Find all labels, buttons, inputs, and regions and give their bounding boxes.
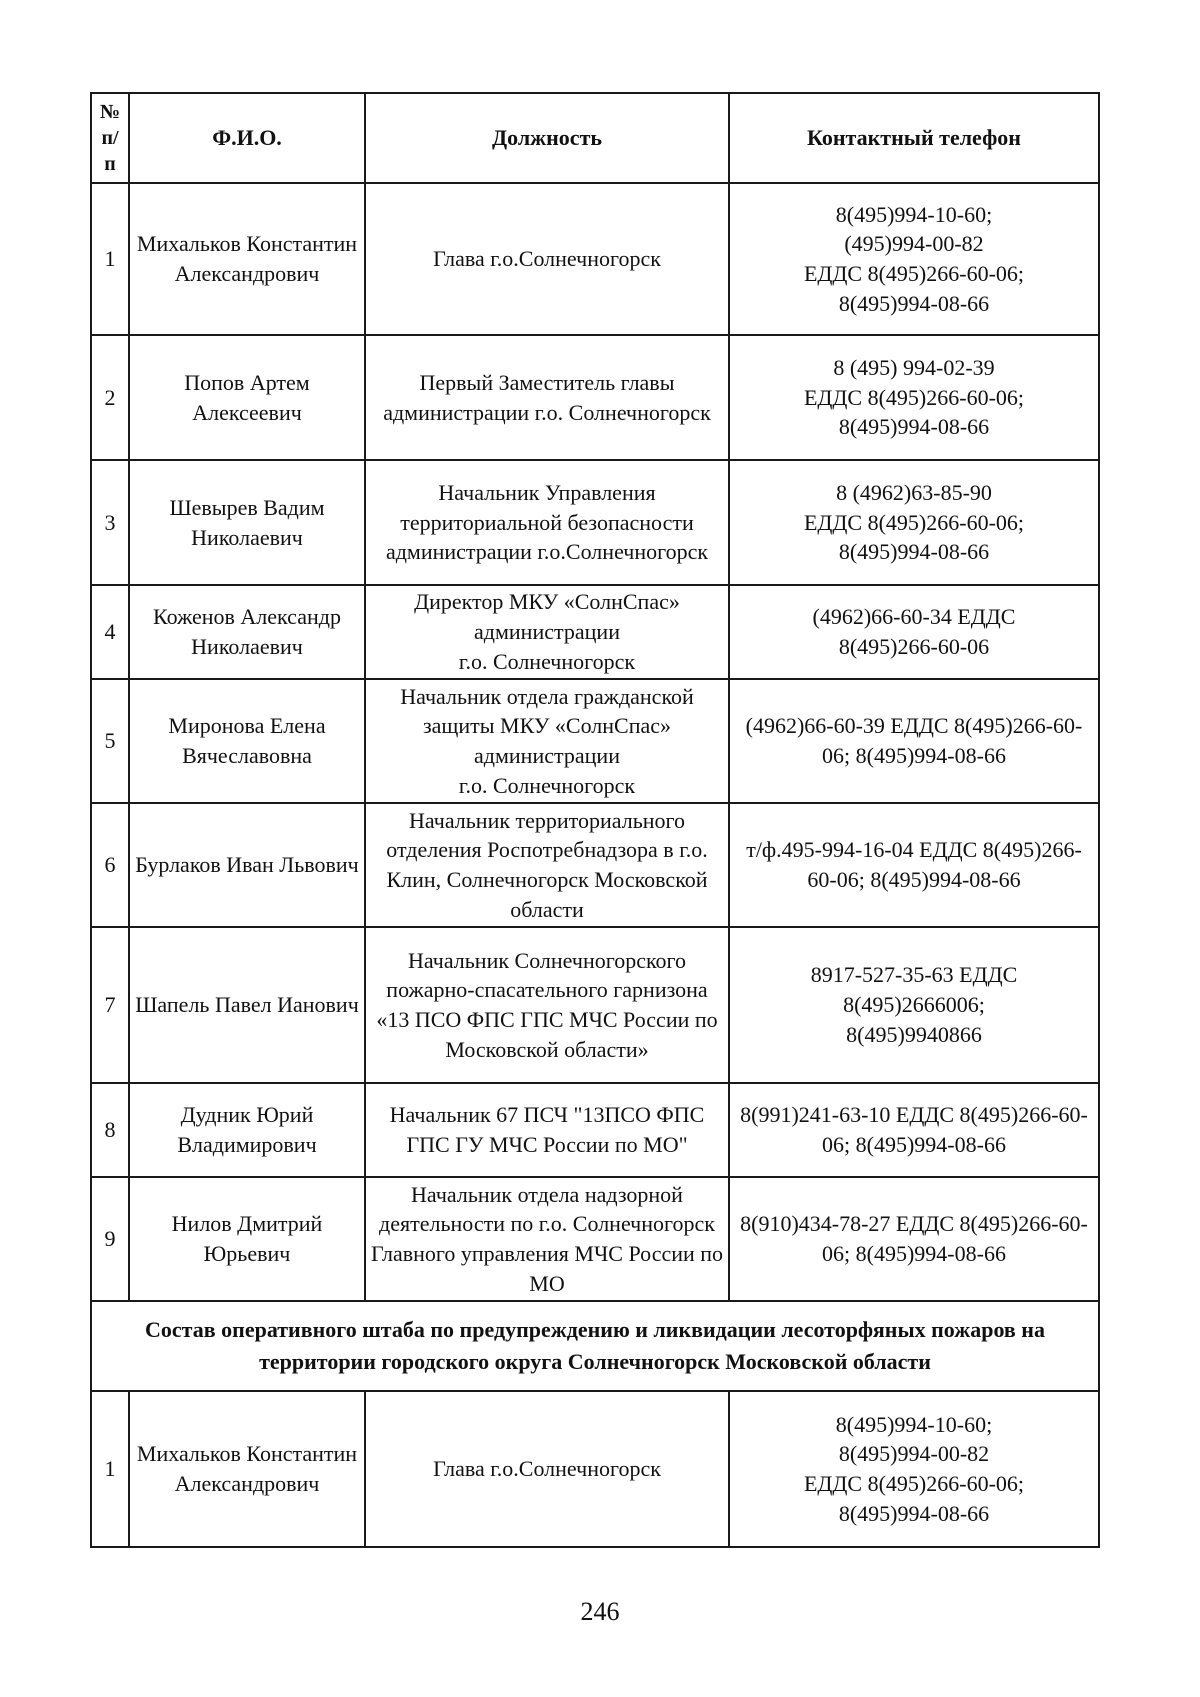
row-phone: 8(495)994-10-60; (495)994-00-82 ЕДДС 8(495)266-60-06; 8(495)994-08-66 <box>729 183 1099 335</box>
row-num: 6 <box>91 803 129 927</box>
row-num: 8 <box>91 1083 129 1177</box>
table-row <box>91 183 1099 335</box>
table-row <box>91 1177 1099 1301</box>
row-num: 2 <box>91 335 129 460</box>
header-phone: Контактный телефон <box>729 93 1099 183</box>
row-num: 4 <box>91 585 129 679</box>
row-position: Начальник территориального отделения Роспотребнадзора в г.о. Клин, Солнечногорск Московской области <box>365 803 729 927</box>
table-row <box>91 335 1099 460</box>
row-fio: Шапель Павел Ианович <box>129 927 365 1083</box>
row-fio: Михальков Константин Александрович <box>129 183 365 335</box>
table-header-row <box>91 93 1099 183</box>
section-title: Состав оперативного штаба по предупреждению и ликвидации лесоторфяных пожаров на территории городского округа Солнечногорск Московской области <box>91 1301 1099 1391</box>
row-num: 9 <box>91 1177 129 1301</box>
row-fio: Миронова Елена Вячеславовна <box>129 679 365 803</box>
page-number: 246 <box>580 1597 620 1626</box>
table-row <box>91 927 1099 1083</box>
header-fio: Ф.И.О. <box>129 93 365 183</box>
row-phone: 8(991)241-63-10 ЕДДС 8(495)266-60-06; 8(495)994-08-66 <box>729 1083 1099 1177</box>
row-fio: Дудник Юрий Владимирович <box>129 1083 365 1177</box>
row-fio: Бурлаков Иван Львович <box>129 803 365 927</box>
row-phone: (4962)66-60-34 ЕДДС 8(495)266-60-06 <box>729 585 1099 679</box>
table-row <box>91 803 1099 927</box>
row-position: Глава г.о.Солнечногорск <box>365 1391 729 1547</box>
row-position: Начальник Управления территориальной безопасности администрации г.о.Солнечногорск <box>365 460 729 585</box>
row-phone: 8 (495) 994-02-39 ЕДДС 8(495)266-60-06; 8(495)994-08-66 <box>729 335 1099 460</box>
table-row <box>91 679 1099 803</box>
row-num: 1 <box>91 183 129 335</box>
row-phone: т/ф.495-994-16-04 ЕДДС 8(495)266-60-06; 8(495)994-08-66 <box>729 803 1099 927</box>
table-row <box>91 585 1099 679</box>
section-title-row <box>91 1301 1099 1391</box>
row-phone: 8917-527-35-63 ЕДДС 8(495)2666006; 8(495)9940866 <box>729 927 1099 1083</box>
header-position: Должность <box>365 93 729 183</box>
row-fio: Попов Артем Алексеевич <box>129 335 365 460</box>
row-phone: (4962)66-60-39 ЕДДС 8(495)266-60-06; 8(495)994-08-66 <box>729 679 1099 803</box>
row-position: Глава г.о.Солнечногорск <box>365 183 729 335</box>
row-phone: 8(495)994-10-60; 8(495)994-00-82 ЕДДС 8(495)266-60-06; 8(495)994-08-66 <box>729 1391 1099 1547</box>
row-phone: 8 (4962)63-85-90 ЕДДС 8(495)266-60-06; 8(495)994-08-66 <box>729 460 1099 585</box>
contacts-table <box>90 92 1100 1548</box>
row-phone: 8(910)434-78-27 ЕДДС 8(495)266-60-06; 8(495)994-08-66 <box>729 1177 1099 1301</box>
row-num: 7 <box>91 927 129 1083</box>
row-num: 5 <box>91 679 129 803</box>
row-fio: Михальков Константин Александрович <box>129 1391 365 1547</box>
table-row <box>91 1083 1099 1177</box>
row-num: 3 <box>91 460 129 585</box>
row-fio: Нилов Дмитрий Юрьевич <box>129 1177 365 1301</box>
row-position: Начальник отдела гражданской защиты МКУ «СолнСпас» администрации г.о. Солнечногорск <box>365 679 729 803</box>
row-fio: Коженов Александр Николаевич <box>129 585 365 679</box>
table-row <box>91 460 1099 585</box>
row-fio: Шевырев Вадим Николаевич <box>129 460 365 585</box>
row-position: Первый Заместитель главы администрации г.о. Солнечногорск <box>365 335 729 460</box>
row-position: Начальник 67 ПСЧ "13ПСО ФПС ГПС ГУ МЧС России по МО" <box>365 1083 729 1177</box>
row-position: Директор МКУ «СолнСпас» администрации г.о. Солнечногорск <box>365 585 729 679</box>
row-position: Начальник отдела надзорной деятельности по г.о. Солнечногорск Главного управления МЧС России по МО <box>365 1177 729 1301</box>
header-num: № п/ п <box>91 93 129 183</box>
row-num: 1 <box>91 1391 129 1547</box>
table-row <box>91 1391 1099 1547</box>
row-position: Начальник Солнечногорского пожарно-спасательного гарнизона «13 ПСО ФПС ГПС МЧС России по Московской области» <box>365 927 729 1083</box>
